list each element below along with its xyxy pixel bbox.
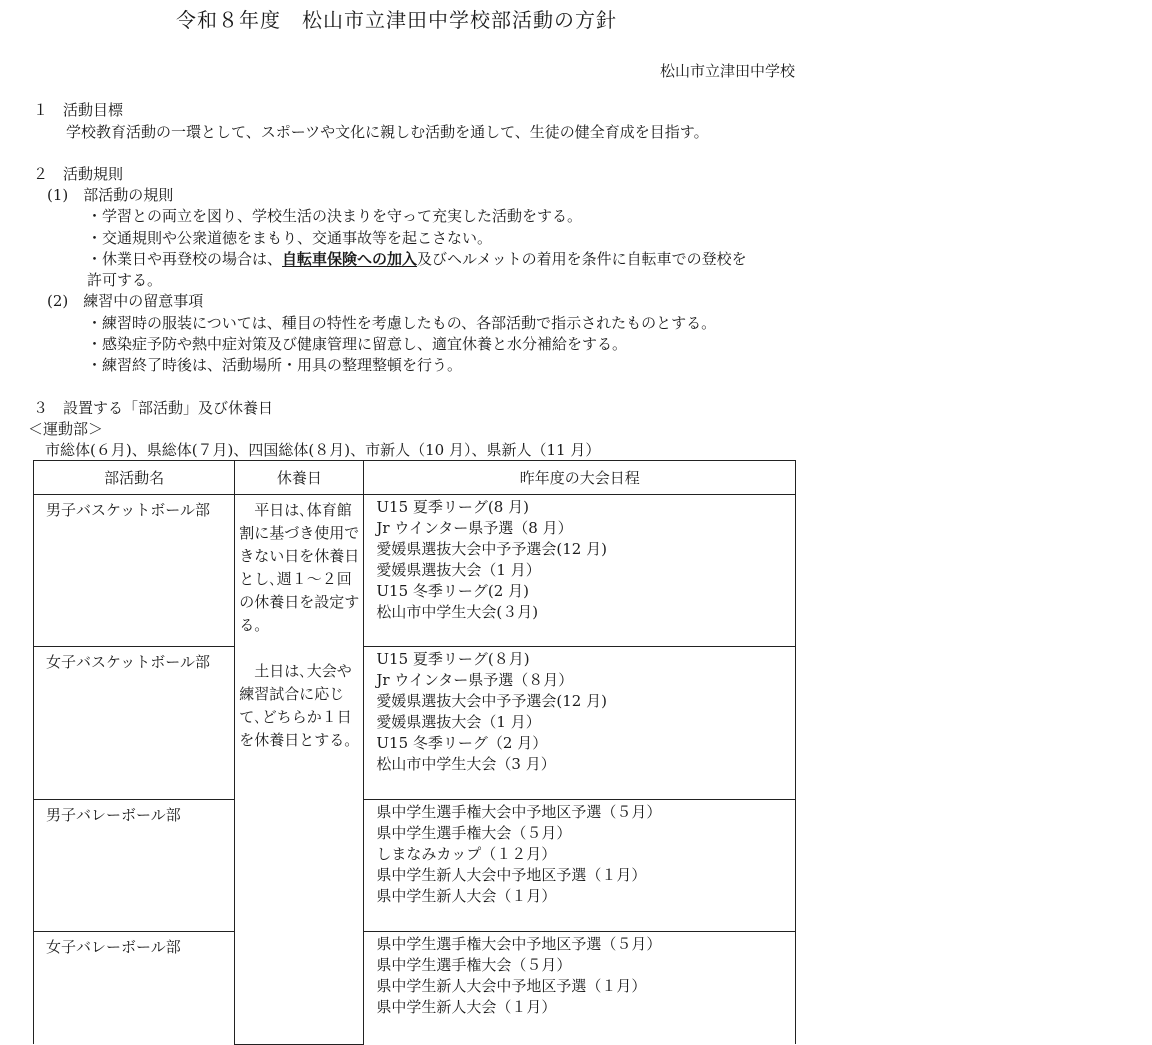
- rule-item-3-continued: 許可する。: [87, 271, 163, 289]
- schedule-item: Jr ウインター県予選（8 月）: [376, 519, 573, 537]
- section-2-heading: ２ 活動規則: [33, 165, 124, 183]
- document-title: 令和８年度 松山市立津田中学校部活動の方針: [176, 8, 617, 32]
- header-schedule: 昨年度の大会日程: [364, 461, 796, 495]
- practice-item-2: ・感染症予防や熱中症対策及び健康管理に留意し、適宜休養と水分補給をする。: [87, 335, 628, 353]
- schedule-item: 県中学生選手権大会（５月）: [376, 824, 572, 842]
- schedule-item: 愛媛県選抜大会中予予選会(12 月): [376, 540, 607, 558]
- section-1-heading: １ 活動目標: [33, 101, 124, 119]
- schedule-item: 県中学生新人大会（１月）: [376, 887, 557, 905]
- table-row: [34, 647, 796, 800]
- schedule-item: 松山市中学生大会（3 月）: [376, 755, 556, 773]
- rule-item-2: ・交通規則や公衆道徳をまもり、交通事故等を起こさない。: [87, 229, 493, 247]
- schedule-cell: [364, 932, 796, 1045]
- rule-item-3: [87, 249, 747, 270]
- schedule-item: 愛媛県選抜大会（1 月）: [376, 713, 541, 731]
- header-rest-day: 休養日: [235, 461, 364, 495]
- rest-day-weekday: 平日は､体育館割に基づき使用できない日を休養日とし､週１～２回の休養日を設定する。: [239, 501, 360, 634]
- schedule-cell: [364, 800, 796, 932]
- club-name: 女子バレーボール部: [34, 932, 235, 1045]
- schedule-item: U15 夏季リーグ(８月): [376, 650, 530, 668]
- schedule-item: 県中学生新人大会中予地区予選（１月）: [376, 977, 647, 995]
- schedule-item: しまなみカップ（１２月）: [376, 845, 557, 863]
- schedule-item: 県中学生新人大会中予地区予選（１月）: [376, 866, 647, 884]
- schedule-item: 愛媛県選抜大会（1 月）: [376, 561, 541, 579]
- table-header-row: [34, 461, 796, 495]
- school-name: 松山市立津田中学校: [660, 62, 796, 80]
- schedule-item: Jr ウインター県予選（８月）: [376, 671, 574, 689]
- club-name: 女子バスケットボール部: [34, 647, 235, 800]
- schedule-item: U15 冬季リーグ(2 月): [376, 582, 529, 600]
- schedule-item: 県中学生選手権大会中予地区予選（５月）: [376, 803, 662, 821]
- section-2-sub2-heading: (2) 練習中の留意事項: [47, 292, 204, 310]
- schedule-item: U15 冬季リーグ（2 月）: [376, 734, 548, 752]
- schedule-item: U15 夏季リーグ(8 月): [376, 498, 529, 516]
- club-name: 男子バレーボール部: [34, 800, 235, 932]
- club-table: [33, 460, 796, 1045]
- table-row: [34, 495, 796, 647]
- schedule-item: 県中学生選手権大会中予地区予選（５月）: [376, 935, 662, 953]
- section-2-sub1-heading: (1) 部活動の規則: [47, 186, 174, 204]
- rule-item-3-emphasis: 自転車保険への加入: [282, 250, 418, 268]
- club-name: 男子バスケットボール部: [34, 495, 235, 647]
- schedule-cell: [364, 495, 796, 647]
- schedule-item: 愛媛県選抜大会中予予選会(12 月): [376, 692, 607, 710]
- schedule-item: 松山市中学生大会(３月): [376, 603, 539, 621]
- rule-item-3-pre: ・休業日や再登校の場合は、: [87, 250, 283, 268]
- schedule-item: 県中学生新人大会（１月）: [376, 998, 557, 1016]
- schedule-cell: [364, 647, 796, 800]
- header-club-name: 部活動名: [34, 461, 235, 495]
- schedule-item: 県中学生選手権大会（５月）: [376, 956, 572, 974]
- practice-item-1: ・練習時の服装については、種目の特性を考慮したもの、各部活動で指示されたものとする。: [87, 314, 717, 332]
- table-row: [34, 932, 796, 1045]
- section-3-heading: ３ 設置する「部活動」及び休養日: [33, 399, 274, 417]
- practice-item-3: ・練習終了時後は、活動場所・用具の整理整頓を行う。: [87, 356, 463, 374]
- tournament-list: 市総体(６月)、県総体(７月)、四国総体(８月)、市新人（10 月）、県新人（11 月）: [45, 441, 601, 459]
- rest-day-weekend: 土日は､大会や練習試合に応じて､どちらか１日を休養日とする。: [239, 662, 360, 749]
- rule-item-1: ・学習との両立を図り、学校生活の決まりを守って充実した活動をする。: [87, 207, 583, 225]
- rest-day-cell: [235, 495, 364, 1045]
- rule-item-3-post: 及びヘルメットの着用を条件に自転車での登校を: [417, 250, 747, 268]
- category-label: ＜運動部＞: [28, 420, 104, 438]
- table-row: [34, 800, 796, 932]
- section-1-body: 学校教育活動の一環として、スポーツや文化に親しむ活動を通して、生徒の健全育成を目指す。: [66, 123, 709, 141]
